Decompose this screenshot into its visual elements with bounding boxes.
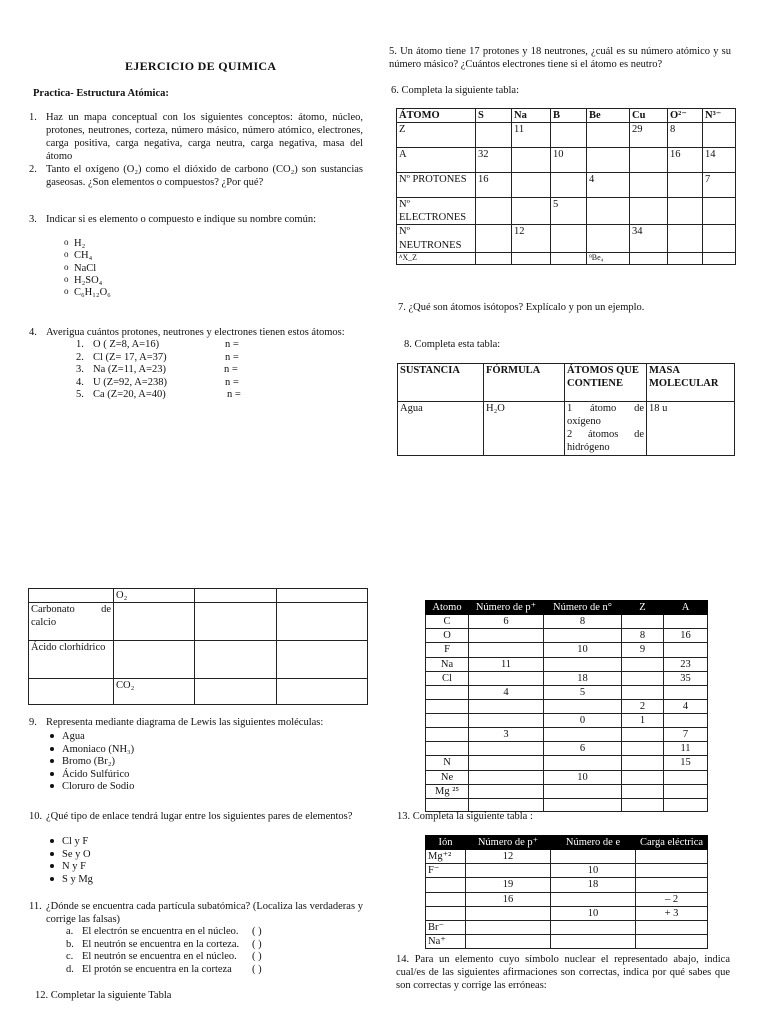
table-cell [664, 643, 708, 657]
table-row [426, 770, 708, 784]
table-cell [469, 671, 544, 685]
table-cell: 15 [664, 756, 708, 770]
table-cell [664, 714, 708, 728]
table-row [426, 742, 708, 756]
atom-numbers-table: Atomo Número de p⁺ Número de n° Z A C 6 8 O 8 16 F 10 9 Na 11 23 Cl 18 35 4 5 2 4 0 1 3 7 6 11 N 15 Ne 10 Mg ²⁵ [425, 600, 708, 812]
question-13: 13. Completa la siguiente tabla : [397, 811, 533, 822]
table-cell: Na⁺ [426, 934, 466, 948]
question-6: 6. Completa la siguiente tabla: [391, 85, 520, 96]
table-cell: 10 [544, 770, 622, 784]
table-cell: 4 [664, 699, 708, 713]
table-row [426, 657, 708, 671]
atom-table: ÁTOMO S Na B Be Cu O²⁻ N³⁻ Z 11 29 8 A 32 10 16 14 Nº PROTONES 16 4 7 Nº ELECTRONES 5 Nº NEUTRONES 12 34 ᴬX_Z ⁹Be₄ [396, 108, 736, 265]
question-12: 12. Completar la siguiente Tabla [35, 990, 172, 1001]
table-cell [469, 742, 544, 756]
table-cell [466, 934, 551, 948]
table-cell: Mg ²⁵ [426, 784, 469, 798]
table-cell [544, 629, 622, 643]
q9-item: Cloruro de Sodio [46, 780, 134, 793]
question-8: 8. Completa esta tabla: [404, 339, 501, 350]
q9-item: Bromo (Br₂) [46, 755, 134, 768]
table-cell: 8 [544, 615, 622, 629]
table-row [426, 714, 708, 728]
table-cell [622, 798, 664, 811]
table-row [426, 643, 708, 657]
q4-item: 5. Ca (Z=20, A=40) n = [76, 389, 241, 400]
table-cell: 5 [544, 685, 622, 699]
table-cell: Br⁻ [426, 920, 466, 934]
table-cell: 10 [544, 643, 622, 657]
table-cell [622, 770, 664, 784]
table-row [426, 784, 708, 798]
table-cell: 16 [466, 892, 551, 906]
table-cell: 11 [664, 742, 708, 756]
table-cell [544, 784, 622, 798]
table-cell: 8 [622, 629, 664, 643]
table-cell [622, 742, 664, 756]
table-cell [622, 756, 664, 770]
table-cell [426, 699, 469, 713]
table-cell [636, 878, 708, 892]
table-cell [622, 685, 664, 699]
table-cell [426, 906, 466, 920]
table-cell: N [426, 756, 469, 770]
table-cell [469, 714, 544, 728]
q4-list [76, 338, 246, 401]
table-cell [551, 934, 636, 948]
table-cell: 11 [469, 657, 544, 671]
table-cell [622, 671, 664, 685]
q10-item: Se y O [46, 848, 93, 861]
table-cell [426, 714, 469, 728]
q11-item: b. El neutrón se encuentra en la corteza. ( ) [66, 938, 262, 950]
table-cell [469, 643, 544, 657]
table-row [426, 892, 708, 906]
table-row [426, 906, 708, 920]
table-cell: 1 [622, 714, 664, 728]
table-cell [622, 728, 664, 742]
table-cell [551, 892, 636, 906]
table-cell: 4 [469, 685, 544, 699]
table-cell: – 2 [636, 892, 708, 906]
q11-item: c. El neutrón se encuentra en el núcleo. ( ) [66, 951, 262, 962]
table-cell [622, 784, 664, 798]
table-cell: 7 [664, 728, 708, 742]
table-cell [664, 798, 708, 811]
table-cell [664, 615, 708, 629]
q4-item: 4. U (Z=92, A=238) n = [76, 376, 239, 388]
table-cell: 6 [469, 615, 544, 629]
question-1: 1. Haz un mapa conceptual con los siguientes conceptos: átomo, núcleo, protones, neutrones, corteza, número másico, número atómico, electrones, carga positiva, carga negativa, carga neutra, carga negativa, masa del átomo [29, 112, 363, 163]
question-4: 4. Averigua cuántos protones, neutrones y electrones tienen estos átomos: [29, 327, 345, 338]
table-row [426, 878, 708, 892]
q10-item: Cl y F [46, 835, 93, 848]
q9-item: Ácido Sulfúrico [46, 768, 134, 781]
table-cell: F [426, 643, 469, 657]
table-row [426, 671, 708, 685]
table-cell [544, 699, 622, 713]
table-cell: O [426, 629, 469, 643]
table-cell: 10 [551, 906, 636, 920]
table-row [426, 864, 708, 878]
table-cell: F⁻ [426, 864, 466, 878]
q4-item: 3. Na (Z=11, A=23) n = [76, 364, 238, 375]
table-cell [551, 850, 636, 864]
q11-item: d. El protón se encuentra en la corteza ( ) [66, 963, 262, 975]
table-cell [636, 920, 708, 934]
q9-list [46, 730, 134, 793]
table-cell [466, 906, 551, 920]
table-cell [426, 892, 466, 906]
question-9: 9. Representa mediante diagrama de Lewis las siguientes moléculas: [29, 717, 324, 728]
q10-item: S y Mg [46, 873, 93, 886]
table-cell [469, 756, 544, 770]
question-14: 14. Para un elemento cuyo símbolo nuclear el representado abajo, indica cual/es de las siguientes afirmaciones son correctas, indica por qué sabes que son correctas y corrige las erróneas: [396, 954, 730, 992]
table-cell: + 3 [636, 906, 708, 920]
table-cell [622, 615, 664, 629]
substance-table: SUSTANCIA FÓRMULA ÁTOMOS QUE CONTIENE MASA MOLECULAR Agua H₂O 1 átomo de oxígeno 2 átomos de hidrógeno 18 u [397, 363, 735, 456]
page-title: EJERCICIO DE QUIMICA [125, 59, 277, 73]
q11-list [66, 925, 286, 975]
q3-item: o C₆H₁₂O₆ [64, 286, 111, 298]
q3-item: o NaCl [64, 262, 111, 274]
compound-table: O₂ Carbonato de calcio Ácido clorhídrico CO₂ [28, 588, 368, 705]
question-7: 7. ¿Qué son átomos isótopos? Explícalo y pon un ejemplo. [398, 302, 645, 313]
table-cell [636, 850, 708, 864]
table-cell: 12 [466, 850, 551, 864]
q11-item: a. El electrón se encuentra en el núcleo. ( ) [66, 926, 262, 937]
table-cell: Cl [426, 671, 469, 685]
table-cell [636, 864, 708, 878]
table-row [426, 699, 708, 713]
table-cell [426, 685, 469, 699]
table-cell: 10 [551, 864, 636, 878]
table-cell: Na [426, 657, 469, 671]
table-cell [426, 742, 469, 756]
table-cell: 18 [551, 878, 636, 892]
table-row [426, 685, 708, 699]
table-cell [551, 920, 636, 934]
table-cell [426, 728, 469, 742]
q4-item: 1. O ( Z=8, A=16) n = [76, 339, 239, 350]
ion-table: Ión Número de p⁺ Número de e Carga eléctrica Mg⁺² 12 F⁻ 10 19 18 16 – 2 10 + 3 Br⁻ Na⁺ [425, 835, 708, 949]
table-cell [544, 728, 622, 742]
table-row [426, 934, 708, 948]
question-5: 5. Un átomo tiene 17 protones y 18 neutrones, ¿cuál es su número atómico y su número másico? ¿Cuántos electrones tiene si el átomo es neutro? [389, 46, 731, 71]
q4-item: 2. Cl (Z= 17, A=37) n = [76, 351, 239, 363]
question-11: 11. ¿Dónde se encuentra cada partícula subatómica? (Localiza las verdaderas y corrige las falsas) [29, 901, 363, 926]
table-cell: C [426, 615, 469, 629]
q9-item: Agua [46, 730, 134, 743]
table-row [426, 615, 708, 629]
practice-subtitle: Practica- Estructura Atómica: [33, 88, 169, 99]
q10-list [46, 835, 93, 885]
table-cell [469, 784, 544, 798]
table-cell [544, 798, 622, 811]
table-row [426, 756, 708, 770]
table-cell: 6 [544, 742, 622, 756]
q9-item: Amoniaco (NH₃) [46, 743, 134, 756]
table-cell [664, 685, 708, 699]
table-cell [544, 657, 622, 671]
question-10: 10. ¿Qué tipo de enlace tendrá lugar entre los siguientes pares de elementos? [29, 811, 353, 822]
table-cell [469, 629, 544, 643]
table-cell [622, 657, 664, 671]
table-cell [426, 878, 466, 892]
table-cell: 23 [664, 657, 708, 671]
table-cell [636, 934, 708, 948]
table-cell: 19 [466, 878, 551, 892]
table-cell: 9 [622, 643, 664, 657]
table-cell: Mg⁺² [426, 850, 466, 864]
q3-item: o H₂SO₄ [64, 274, 111, 286]
table-cell: 16 [664, 629, 708, 643]
question-2: 2. Tanto el oxígeno (O₂) como el dióxido de carbono (CO₂) son sustancias gaseosas. ¿Son elementos o compuestos? ¿Por qué? [29, 164, 363, 189]
table-cell: 2 [622, 699, 664, 713]
q3-item: o CH₄ [64, 249, 111, 261]
table-cell [469, 770, 544, 784]
table-cell: 3 [469, 728, 544, 742]
table-row [426, 728, 708, 742]
q3-list [64, 237, 111, 298]
table-cell [466, 864, 551, 878]
table-cell: Ne [426, 770, 469, 784]
q10-item: N y F [46, 860, 93, 873]
table-cell [469, 699, 544, 713]
table-cell: 18 [544, 671, 622, 685]
table-cell [466, 920, 551, 934]
table-cell: 35 [664, 671, 708, 685]
table-row [426, 920, 708, 934]
table-cell [544, 756, 622, 770]
table-row [426, 629, 708, 643]
table-row [426, 850, 708, 864]
q3-item: o H₂ [64, 237, 111, 249]
question-3: 3. Indicar si es elemento o compuesto e indique su nombre común: [29, 214, 317, 225]
table-cell [664, 770, 708, 784]
table-cell: 0 [544, 714, 622, 728]
table-cell [664, 784, 708, 798]
